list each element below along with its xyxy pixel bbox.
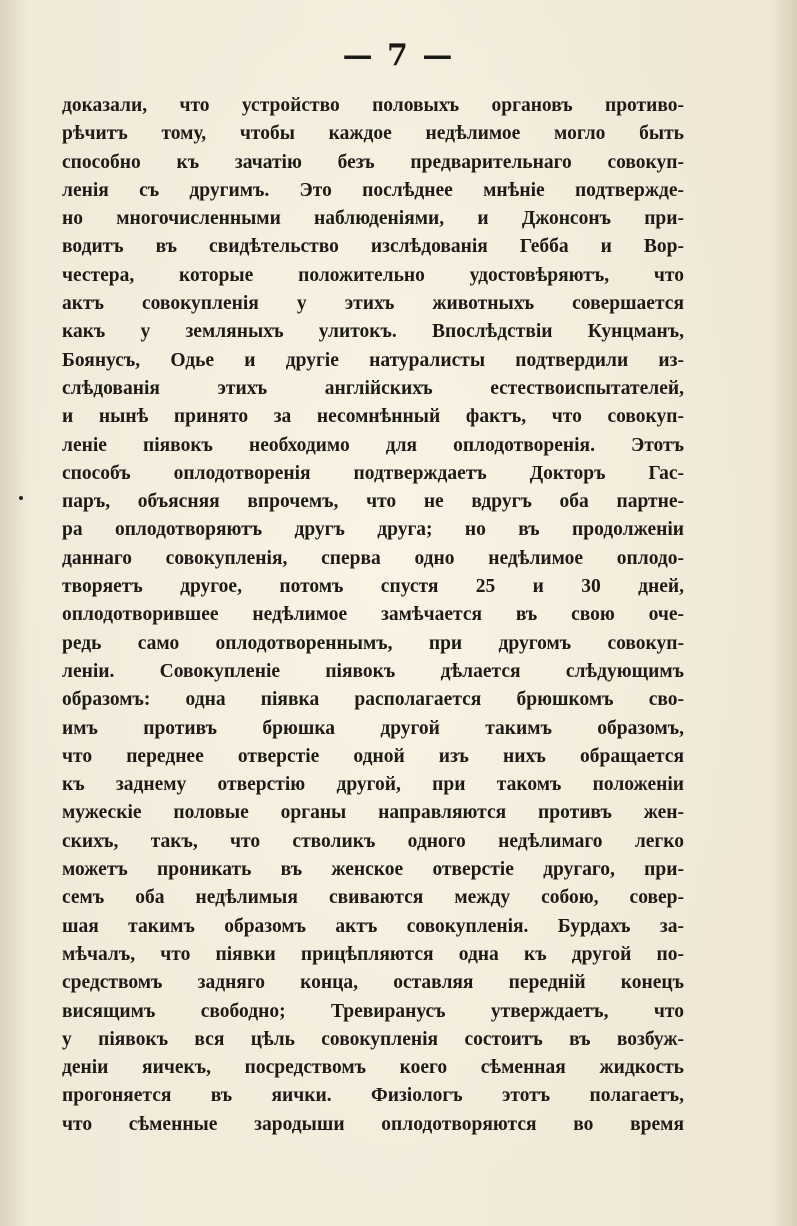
text-line: и нынѣ принято за несомнѣнный фактъ, что совокуп- xyxy=(62,406,684,428)
text-line: скихъ, такъ, что стволикъ одного недѣлимаго легко xyxy=(62,830,684,852)
text-line: оплодотворившее недѣлимое замѣчается въ свою оче- xyxy=(62,604,684,626)
text-line: ра оплодотворяютъ другъ друга; но въ продолженіи xyxy=(62,519,684,541)
text-line: семъ оба недѣлимыя свиваются между собою, совер- xyxy=(62,887,684,909)
text-line: даннаго совокупленія, сперва одно недѣлимое оплодо- xyxy=(62,547,684,569)
text-line: рѣчитъ тому, чтобы каждое недѣлимое могло быть xyxy=(62,123,684,145)
text-line: что сѣменные зародыши оплодотворяются во время xyxy=(62,1113,684,1135)
text-line: прогоняется въ яички. Физіологъ этотъ полагаетъ, xyxy=(62,1085,684,1107)
text-line: доказали, что устройство половыхъ органовъ противо- xyxy=(62,95,684,116)
text-line: мѣчалъ, что піявки прицѣпляются одна къ другой по- xyxy=(62,943,684,965)
text-line: способъ оплодотворенія подтверждаетъ Докторъ Гас- xyxy=(62,462,684,484)
text-line: леніе піявокъ необходимо для оплодотворенія. Этотъ xyxy=(62,434,684,456)
text-line: шая такимъ образомъ актъ совокупленія. Бурдахъ за- xyxy=(62,915,684,937)
text-line: къ заднему отверстію другой, при такомъ положеніи xyxy=(62,774,684,796)
ink-speck xyxy=(19,496,23,500)
text-line: Боянусъ, Одье и другіе натуралисты подтвердили из- xyxy=(62,349,684,371)
text-line: способно къ зачатію безъ предварительнаго совокуп- xyxy=(62,151,684,173)
text-line: средствомъ задняго конца, оставляя передній конецъ xyxy=(62,972,684,994)
text-line: висящимъ свободно; Тревиранусъ утверждаетъ, что xyxy=(62,1000,684,1022)
body-text xyxy=(62,92,684,1139)
text-line: ленія съ другимъ. Это послѣднее мнѣніе подтвержде- xyxy=(62,179,684,201)
text-line: честера, которые положительно удостовѣряютъ, что xyxy=(62,264,684,286)
text-line: что переднее отверстіе одной изъ нихъ обращается xyxy=(62,745,684,767)
text-line: у піявокъ вся цѣль совокупленія состоитъ въ возбуж- xyxy=(62,1028,684,1050)
text-line: но многочисленными наблюденіями, и Джонсонъ при- xyxy=(62,208,684,230)
text-line: водитъ въ свидѣтельство изслѣдованія Гебба и Вор- xyxy=(62,236,684,258)
text-line: паръ, объясняя впрочемъ, что не вдругъ оба партне- xyxy=(62,491,684,513)
text-line: образомъ: одна піявка располагается брюшкомъ сво- xyxy=(62,689,684,711)
text-line: слѣдованія этихъ англійскихъ естествоиспытателей, xyxy=(62,377,684,399)
text-line: леніи. Совокупленіе піявокъ дѣлается слѣдующимъ xyxy=(62,660,684,682)
text-line: можетъ проникать въ женское отверстіе другаго, при- xyxy=(62,859,684,881)
page-number: — 7 — xyxy=(342,38,455,73)
text-line: редь само оплодотвореннымъ, при другомъ совокуп- xyxy=(62,632,684,654)
text-line: какъ у земляныхъ улитокъ. Впослѣдствіи Кунцманъ, xyxy=(62,321,684,343)
text-line: творяетъ другое, потомъ спустя 25 и 30 дней, xyxy=(62,576,684,598)
text-line: имъ противъ брюшка другой такимъ образомъ, xyxy=(62,717,684,739)
text-line: деніи яичекъ, посредствомъ коего сѣменная жидкость xyxy=(62,1057,684,1079)
text-line: мужескіе половые органы направляются противъ жен- xyxy=(62,802,684,824)
text-line: актъ совокупленія у этихъ животныхъ совершается xyxy=(62,293,684,315)
